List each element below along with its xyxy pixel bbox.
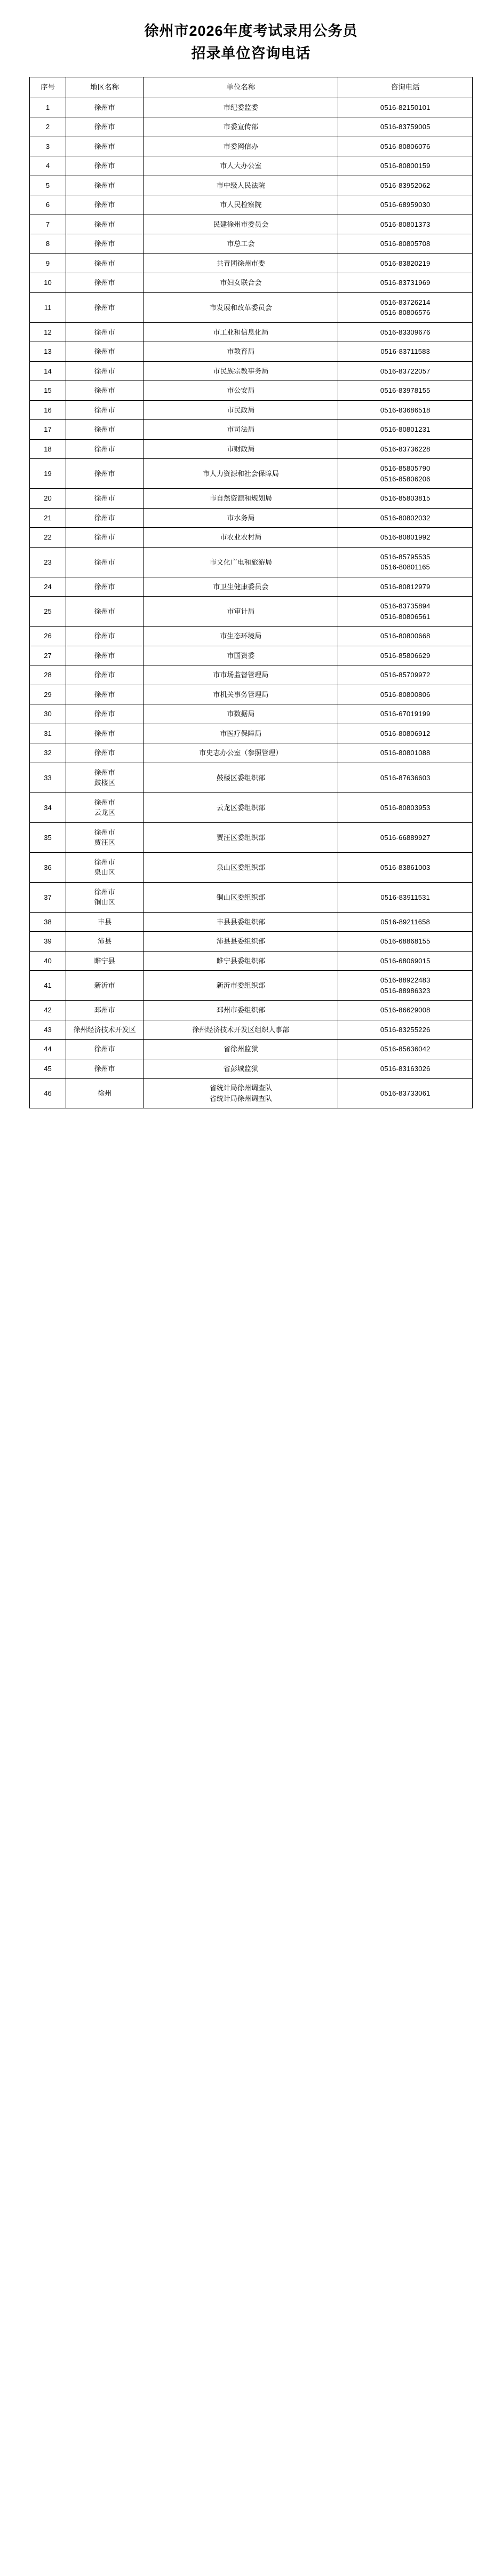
cell-unit-name: 睢宁县委组织部 [144,951,338,971]
cell-area-name: 徐州市 [66,577,144,597]
cell-phone-number: 0516-83722057 [338,361,473,381]
table-row [30,292,473,322]
table-row [30,253,473,273]
cell-area-name: 徐州市 鼓楼区 [66,763,144,792]
cell-sequence-number: 18 [30,439,66,459]
table-row [30,882,473,912]
cell-phone-number: 0516-80800159 [338,156,473,176]
cell-unit-name: 市审计局 [144,597,338,627]
cell-sequence-number: 29 [30,685,66,704]
cell-unit-name: 新沂市委组织部 [144,971,338,1001]
cell-phone-number: 0516-89211658 [338,912,473,932]
cell-sequence-number: 21 [30,508,66,528]
cell-area-name: 徐州市 [66,420,144,440]
document-page [0,0,502,1130]
table-row [30,156,473,176]
cell-area-name: 徐州市 [66,253,144,273]
table-row [30,547,473,577]
cell-sequence-number: 17 [30,420,66,440]
cell-unit-name: 市委宣传部 [144,117,338,137]
cell-sequence-number: 46 [30,1079,66,1108]
cell-sequence-number: 16 [30,400,66,420]
table-row [30,685,473,704]
cell-phone-number: 0516-83726214 0516-80806576 [338,292,473,322]
table-row [30,459,473,489]
cell-phone-number: 0516-83911531 [338,882,473,912]
cell-unit-name: 市教育局 [144,342,338,362]
table-row [30,704,473,724]
cell-sequence-number: 26 [30,627,66,646]
cell-unit-name: 云龙区委组织部 [144,792,338,822]
cell-sequence-number: 25 [30,597,66,627]
cell-unit-name: 市财政局 [144,439,338,459]
cell-phone-number: 0516-80803953 [338,792,473,822]
cell-sequence-number: 6 [30,195,66,215]
cell-unit-name: 市人力资源和社会保障局 [144,459,338,489]
cell-area-name: 徐州市 [66,508,144,528]
table-row [30,971,473,1001]
cell-sequence-number: 38 [30,912,66,932]
cell-area-name: 徐州市 [66,98,144,117]
cell-phone-number: 0516-67019199 [338,704,473,724]
cell-sequence-number: 19 [30,459,66,489]
cell-sequence-number: 37 [30,882,66,912]
cell-area-name: 徐州市 [66,322,144,342]
cell-area-name: 徐州市 [66,156,144,176]
cell-unit-name: 省徐州监狱 [144,1040,338,1059]
cell-phone-number: 0516-82150101 [338,98,473,117]
table-row [30,98,473,117]
table-body [30,98,473,1108]
cell-area-name: 徐州市 云龙区 [66,792,144,822]
cell-phone-number: 0516-80805708 [338,234,473,254]
cell-sequence-number: 1 [30,98,66,117]
cell-sequence-number: 23 [30,547,66,577]
table-row [30,215,473,234]
cell-sequence-number: 2 [30,117,66,137]
cell-unit-name: 市总工会 [144,234,338,254]
cell-phone-number: 0516-83255226 [338,1020,473,1040]
cell-phone-number: 0516-88922483 0516-88986323 [338,971,473,1001]
table-row [30,792,473,822]
cell-area-name: 徐州 [66,1079,144,1108]
cell-sequence-number: 9 [30,253,66,273]
cell-area-name: 徐州市 [66,439,144,459]
cell-sequence-number: 45 [30,1059,66,1079]
cell-phone-number: 0516-83759005 [338,117,473,137]
cell-area-name: 徐州市 [66,665,144,685]
cell-unit-name: 市农业农村局 [144,528,338,548]
cell-sequence-number: 13 [30,342,66,362]
cell-phone-number: 0516-68959030 [338,195,473,215]
cell-area-name: 徐州经济技术开发区 [66,1020,144,1040]
cell-unit-name: 市委网信办 [144,137,338,156]
cell-phone-number: 0516-83978155 [338,381,473,401]
column-header-seq: 序号 [30,77,66,98]
cell-area-name: 丰县 [66,912,144,932]
table-row [30,342,473,362]
cell-unit-name: 市中级人民法院 [144,176,338,195]
cell-area-name: 沛县 [66,932,144,952]
page-title-line-2: 招录单位咨询电话 [191,45,311,61]
cell-phone-number: 0516-85795535 0516-80801165 [338,547,473,577]
cell-phone-number: 0516-85636042 [338,1040,473,1059]
cell-unit-name: 市市场监督管理局 [144,665,338,685]
cell-phone-number: 0516-83861003 [338,852,473,882]
cell-unit-name: 市史志办公室（参照管理） [144,743,338,763]
cell-unit-name: 市人大办公室 [144,156,338,176]
cell-sequence-number: 28 [30,665,66,685]
cell-sequence-number: 32 [30,743,66,763]
cell-area-name: 徐州市 [66,528,144,548]
consultation-phone-table [29,77,473,1109]
cell-unit-name: 铜山区委组织部 [144,882,338,912]
cell-phone-number: 0516-66889927 [338,822,473,852]
table-row [30,743,473,763]
cell-phone-number: 0516-80806912 [338,724,473,743]
cell-unit-name: 徐州经济技术开发区组织人事部 [144,1020,338,1040]
cell-sequence-number: 31 [30,724,66,743]
cell-area-name: 徐州市 [66,1059,144,1079]
cell-phone-number: 0516-80806076 [338,137,473,156]
table-row [30,627,473,646]
table-row [30,489,473,509]
table-row [30,822,473,852]
cell-area-name: 徐州市 泉山区 [66,852,144,882]
cell-unit-name: 省统计局徐州调查队 省统计局徐州调查队 [144,1079,338,1108]
cell-unit-name: 丰县县委组织部 [144,912,338,932]
table-row [30,400,473,420]
cell-phone-number: 0516-83820219 [338,253,473,273]
cell-phone-number: 0516-80802032 [338,508,473,528]
cell-area-name: 徐州市 [66,646,144,665]
table-row [30,763,473,792]
table-row [30,137,473,156]
cell-unit-name: 民建徐州市委员会 [144,215,338,234]
cell-unit-name: 泉山区委组织部 [144,852,338,882]
table-row [30,1001,473,1020]
table-row [30,420,473,440]
cell-sequence-number: 20 [30,489,66,509]
page-title [29,20,473,65]
cell-phone-number: 0516-83686518 [338,400,473,420]
cell-sequence-number: 8 [30,234,66,254]
table-row [30,322,473,342]
cell-area-name: 徐州市 [66,724,144,743]
cell-phone-number: 0516-68868155 [338,932,473,952]
cell-unit-name: 沛县县委组织部 [144,932,338,952]
cell-phone-number: 0516-80801231 [338,420,473,440]
cell-unit-name: 鼓楼区委组织部 [144,763,338,792]
cell-sequence-number: 3 [30,137,66,156]
table-row [30,1059,473,1079]
cell-phone-number: 0516-68069015 [338,951,473,971]
cell-unit-name: 市司法局 [144,420,338,440]
table-row [30,724,473,743]
table-row [30,951,473,971]
cell-sequence-number: 27 [30,646,66,665]
cell-unit-name: 贾汪区委组织部 [144,822,338,852]
table-row [30,528,473,548]
cell-sequence-number: 15 [30,381,66,401]
cell-area-name: 徐州市 铜山区 [66,882,144,912]
cell-area-name: 徐州市 [66,137,144,156]
cell-unit-name: 市民政局 [144,400,338,420]
page-title-line-1: 徐州市2026年度考试录用公务员 [144,23,358,39]
cell-phone-number: 0516-83711583 [338,342,473,362]
cell-area-name: 徐州市 [66,381,144,401]
table-row [30,665,473,685]
column-header-tel: 咨询电话 [338,77,473,98]
cell-phone-number: 0516-87636603 [338,763,473,792]
table-row [30,1020,473,1040]
cell-area-name: 徐州市 [66,743,144,763]
table-row [30,361,473,381]
cell-unit-name: 市医疗保障局 [144,724,338,743]
cell-phone-number: 0516-83952062 [338,176,473,195]
cell-sequence-number: 7 [30,215,66,234]
cell-unit-name: 共青团徐州市委 [144,253,338,273]
cell-area-name: 徐州市 [66,704,144,724]
table-row [30,273,473,293]
table-row [30,117,473,137]
table-row [30,597,473,627]
cell-sequence-number: 39 [30,932,66,952]
cell-phone-number: 0516-85803815 [338,489,473,509]
cell-sequence-number: 30 [30,704,66,724]
cell-phone-number: 0516-80812979 [338,577,473,597]
cell-phone-number: 0516-83309676 [338,322,473,342]
cell-unit-name: 市数据局 [144,704,338,724]
cell-phone-number: 0516-83733061 [338,1079,473,1108]
cell-sequence-number: 34 [30,792,66,822]
table-row [30,912,473,932]
cell-sequence-number: 10 [30,273,66,293]
cell-area-name: 徐州市 [66,361,144,381]
cell-phone-number: 0516-83163026 [338,1059,473,1079]
cell-sequence-number: 43 [30,1020,66,1040]
cell-sequence-number: 36 [30,852,66,882]
table-row [30,381,473,401]
cell-phone-number: 0516-80801088 [338,743,473,763]
cell-unit-name: 市工业和信息化局 [144,322,338,342]
cell-phone-number: 0516-80801992 [338,528,473,548]
cell-sequence-number: 35 [30,822,66,852]
cell-unit-name: 市卫生健康委员会 [144,577,338,597]
cell-unit-name: 市发展和改革委员会 [144,292,338,322]
table-row [30,1079,473,1108]
cell-phone-number: 0516-83731969 [338,273,473,293]
cell-sequence-number: 11 [30,292,66,322]
cell-unit-name: 省彭城监狱 [144,1059,338,1079]
cell-area-name: 徐州市 [66,195,144,215]
cell-area-name: 徐州市 [66,215,144,234]
cell-sequence-number: 40 [30,951,66,971]
cell-area-name: 新沂市 [66,971,144,1001]
table-row [30,577,473,597]
cell-sequence-number: 42 [30,1001,66,1020]
table-row [30,176,473,195]
table-row [30,439,473,459]
cell-sequence-number: 14 [30,361,66,381]
cell-phone-number: 0516-80800806 [338,685,473,704]
cell-sequence-number: 24 [30,577,66,597]
cell-unit-name: 市水务局 [144,508,338,528]
column-header-area: 地区名称 [66,77,144,98]
cell-sequence-number: 4 [30,156,66,176]
cell-phone-number: 0516-86629008 [338,1001,473,1020]
cell-unit-name: 市自然资源和规划局 [144,489,338,509]
cell-area-name: 睢宁县 [66,951,144,971]
cell-unit-name: 邳州市委组织部 [144,1001,338,1020]
cell-unit-name: 市人民检察院 [144,195,338,215]
table-header-row [30,77,473,98]
cell-unit-name: 市国资委 [144,646,338,665]
table-row [30,234,473,254]
cell-area-name: 徐州市 [66,400,144,420]
cell-area-name: 徐州市 [66,459,144,489]
cell-area-name: 徐州市 [66,273,144,293]
cell-unit-name: 市文化广电和旅游局 [144,547,338,577]
cell-area-name: 徐州市 [66,627,144,646]
cell-phone-number: 0516-85805790 0516-85806206 [338,459,473,489]
cell-phone-number: 0516-83736228 [338,439,473,459]
cell-area-name: 邳州市 [66,1001,144,1020]
cell-area-name: 徐州市 [66,234,144,254]
cell-area-name: 徐州市 [66,292,144,322]
cell-sequence-number: 5 [30,176,66,195]
table-row [30,646,473,665]
cell-phone-number: 0516-85709972 [338,665,473,685]
cell-area-name: 徐州市 [66,342,144,362]
cell-unit-name: 市生态环境局 [144,627,338,646]
cell-area-name: 徐州市 [66,547,144,577]
cell-area-name: 徐州市 [66,117,144,137]
table-row [30,1040,473,1059]
cell-area-name: 徐州市 [66,489,144,509]
cell-area-name: 徐州市 [66,1040,144,1059]
cell-sequence-number: 22 [30,528,66,548]
table-row [30,508,473,528]
cell-sequence-number: 44 [30,1040,66,1059]
cell-area-name: 徐州市 贾汪区 [66,822,144,852]
table-row [30,195,473,215]
table-row [30,932,473,952]
cell-phone-number: 0516-80801373 [338,215,473,234]
cell-unit-name: 市机关事务管理局 [144,685,338,704]
cell-area-name: 徐州市 [66,685,144,704]
cell-phone-number: 0516-80800668 [338,627,473,646]
table-header [30,77,473,98]
cell-phone-number: 0516-83735894 0516-80806561 [338,597,473,627]
cell-unit-name: 市妇女联合会 [144,273,338,293]
cell-unit-name: 市民族宗教事务局 [144,361,338,381]
cell-sequence-number: 33 [30,763,66,792]
cell-sequence-number: 41 [30,971,66,1001]
cell-area-name: 徐州市 [66,597,144,627]
table-row [30,852,473,882]
cell-area-name: 徐州市 [66,176,144,195]
cell-unit-name: 市公安局 [144,381,338,401]
cell-sequence-number: 12 [30,322,66,342]
cell-unit-name: 市纪委监委 [144,98,338,117]
column-header-unit: 单位名称 [144,77,338,98]
cell-phone-number: 0516-85806629 [338,646,473,665]
